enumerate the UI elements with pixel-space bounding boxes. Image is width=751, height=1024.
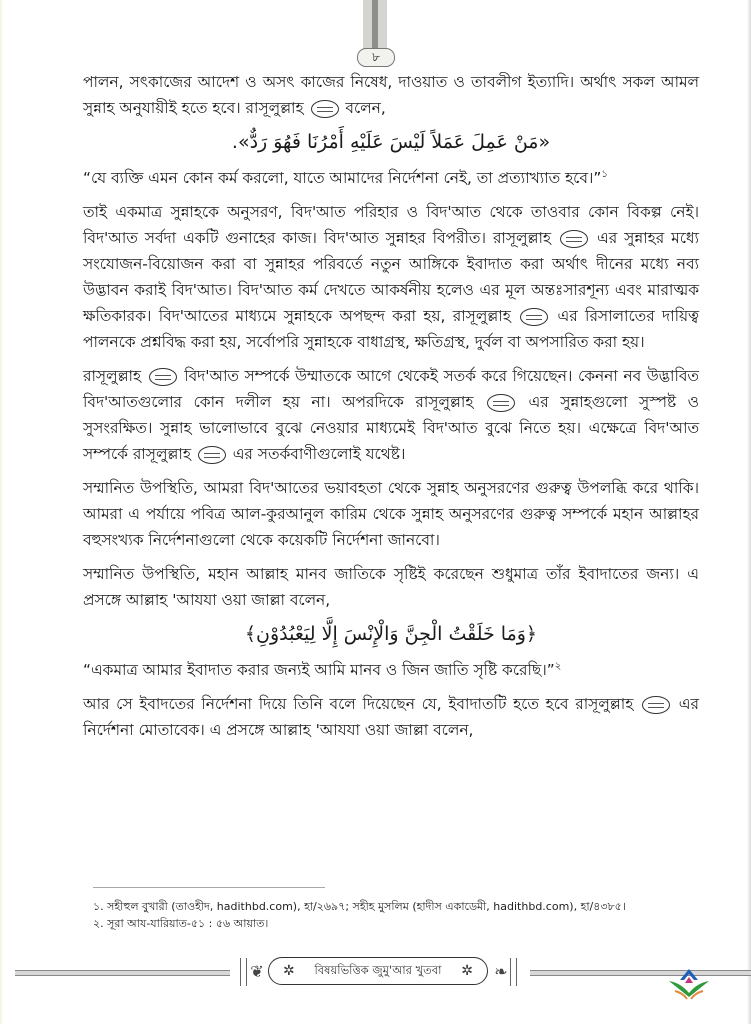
pbuh-calligraphy-icon bbox=[149, 368, 177, 386]
page-edge-right bbox=[747, 0, 751, 1024]
pbuh-calligraphy-icon bbox=[520, 308, 548, 326]
paragraph-3-c: এর সুন্নাহগুলো সুস্পষ্ট ও সুসংরক্ষিত। সুন্নাহ ভালোভাবে বুঝে নেওয়ার মাধ্যমেই বিদ'আত বুঝে নিতে হয়। এক্ষেত্রে বিদ'আত সম্পর্কে রাসূলুল্লাহ bbox=[83, 393, 699, 463]
pbuh-calligraphy-icon bbox=[198, 446, 226, 464]
paragraph-6-a: আর সে ইবাদতের নির্দেশনা দিয়ে তিনি বলে দিয়েছেন যে, ইবাদাতটি হতে হবে রাসূলুল্লাহ bbox=[83, 695, 634, 713]
footnotes bbox=[93, 898, 713, 932]
footnote-1: ১. সহীহুল বুখারী (তাওহীদ, hadithbd.com), হা/২৬৯৭; সহীহ মুসলিম (হাদীস একাডেমী, hadithbd.com), হা/৪৩৮৫। bbox=[93, 900, 626, 913]
hadith-translation-text: “যে ব্যক্তি এমন কোন কর্ম করলো, যাতে আমাদের নির্দেশনা নেই, তা প্রত্যাখ্যাত হবে।” bbox=[83, 169, 602, 187]
hadith-translation bbox=[83, 165, 699, 191]
paragraph-2-c: এর রিসালাতের দায়িত্ব পালনকে প্রশ্নবিদ্ধ করা হয়, সর্বোপরি সুন্নাহকে বাধাগ্রস্থ, ক্ষতিগ্রস্থ, দুর্বল বা অপসারিত করা হয়। bbox=[83, 307, 699, 351]
footer-ornament bbox=[0, 955, 751, 991]
paragraph-6-b: এর নির্দেশনা মোতাবেক। এ প্রসঙ্গে আল্লাহ 'আযযা ওয়া জাল্লা বলেন, bbox=[83, 695, 699, 739]
pbuh-calligraphy-icon bbox=[487, 394, 515, 412]
paragraph-3-d: এর সতর্কবাণীগুলোই যথেষ্ট। bbox=[232, 445, 406, 463]
page-number: ৮ bbox=[357, 48, 395, 67]
paragraph-2-a: তাই একমাত্র সুন্নাহকে অনুসরণ, বিদ'আত পরিহার ও বিদ'আত থেকে তাওবার কোন বিকল্প নেই। বিদ'আত সর্বদা একটি গুনাহের কাজ। বিদ'আত সুন্নাহর বিপরীত। রাসূলুল্লাহ bbox=[83, 203, 699, 247]
page-body bbox=[83, 69, 699, 751]
star-icon-right: ✲ bbox=[461, 963, 473, 979]
book-title: বিষয়ভিত্তিক জুমু'আর খুতবা bbox=[314, 962, 442, 977]
paragraph-1-line-1: পালন, সৎকাজের আদেশ ও অসৎ কাজের নিষেধ, দাওয়াত ও তাবলীগ ইত্যাদি। অর্থাৎ bbox=[83, 73, 617, 91]
footer-cartouche bbox=[268, 957, 488, 985]
paragraph-3-b: বিদ'আত সম্পর্কে উম্মাতকে আগে থেকেই সতর্ক করে গিয়েছেন। কেননা নব উদ্ভাবিত বিদ'আতগুলোর কোন দলীল হয় না। অপরদিকে রাসূলুল্লাহ bbox=[83, 367, 699, 411]
hadith-arabic: «مَنْ عَمِلَ عَمَلاً لَيْسَ عَلَيْهِ أَمْرُنَا فَهُوَ رَدٌّ». bbox=[231, 131, 551, 153]
star-icon-left: ✲ bbox=[283, 963, 295, 979]
footer-rule-left bbox=[15, 970, 230, 976]
page-edge-left bbox=[0, 0, 3, 1024]
footer-bars-right bbox=[510, 958, 517, 986]
paragraph-6 bbox=[83, 691, 699, 743]
footer-rule-right bbox=[530, 970, 751, 976]
footnote-2: ২. সূরা আয-যারিয়াত-৫১ : ৫৬ আয়াত। bbox=[93, 917, 269, 930]
footnote-ref-1: ১ bbox=[601, 168, 608, 180]
tab-strip-inner bbox=[372, 0, 378, 50]
publisher-logo-icon bbox=[665, 967, 713, 1003]
flourish-icon-right: ❧ bbox=[494, 962, 508, 981]
paragraph-2 bbox=[83, 199, 699, 355]
paragraph-2-b: এর সুন্নাহর মধ্যে সংযোজন-বিয়োজন করা বা সুন্নাহর পরিবর্তে নতুন আঙ্গিকে ইবাদাত করা অর্থাৎ দীনের মধ্যে নব্য উদ্ভাবন করাই বিদ'আত। বিদ'আত কর্ম দেখতে আকর্ষনীয় হলেও এর মূল অন্তঃসারশূন্য এবং মারাত্মক ক্ষতিকারক। বিদ'আতের মাধ্যমে সুন্নাহকে অপছন্দ করা হয়, রাসূলুল্লাহ bbox=[83, 229, 699, 325]
paragraph-1-line-2: সকল আমল সুন্নাহ অনুযায়ীই হতে হবে। রাসূলুল্লাহ bbox=[83, 73, 699, 117]
footnote-divider bbox=[93, 887, 325, 888]
footer-bars-left bbox=[240, 958, 247, 986]
ayah-arabic: ﴿وَمَا خَلَقْتُ الْجِنَّ وَالْإِنْسَ إِلَّا لِيَعْبُدُوْنِ﴾ bbox=[244, 623, 538, 645]
paragraph-1-tail: বলেন, bbox=[345, 99, 386, 117]
paragraph-1 bbox=[83, 69, 699, 121]
page-number-tab bbox=[355, 0, 395, 66]
ayah-translation bbox=[83, 657, 699, 683]
footnote-ref-2: ২ bbox=[554, 660, 562, 672]
ayah-translation-text: “একমাত্র আমার ইবাদাত করার জন্যই আমি মানব ও জিন জাতি সৃষ্টি করেছি।” bbox=[83, 661, 555, 679]
paragraph-3-a: রাসূলুল্লাহ bbox=[83, 367, 142, 385]
logo-pink-triangle bbox=[685, 977, 693, 983]
paragraph-5: সম্মানিত উপস্থিতি, মহান আল্লাহ মানব জাতিকে সৃষ্টিই করেছেন শুধুমাত্র তাঁর ইবাদাতের জন্য। এ প্রসঙ্গে আল্লাহ 'আযযা ওয়া জাল্লা বলেন, bbox=[83, 565, 699, 609]
paragraph-3 bbox=[83, 363, 699, 467]
paragraph-4: সম্মানিত উপস্থিতি, আমরা বিদ'আতের ভয়াবহতা থেকে সুন্নাহ অনুসরণের গুরুত্ব উপলব্ধি করে থাকি। আমরা এ পর্যায়ে পবিত্র আল-কুরআনুল কারিম থেকে সুন্নাহ অনুসরণের গুরুত্ব সম্পর্কে মহান আল্লাহর বহুসংখ্যক নির্দেশনাগুলো থেকে কয়েকটি নির্দেশনা জানবো। bbox=[83, 479, 699, 549]
pbuh-calligraphy-icon bbox=[311, 100, 339, 118]
flourish-icon-left: ❦ bbox=[250, 962, 264, 981]
pbuh-calligraphy-icon bbox=[560, 230, 588, 248]
pbuh-calligraphy-icon bbox=[642, 696, 670, 714]
logo-green-wing bbox=[669, 981, 709, 997]
